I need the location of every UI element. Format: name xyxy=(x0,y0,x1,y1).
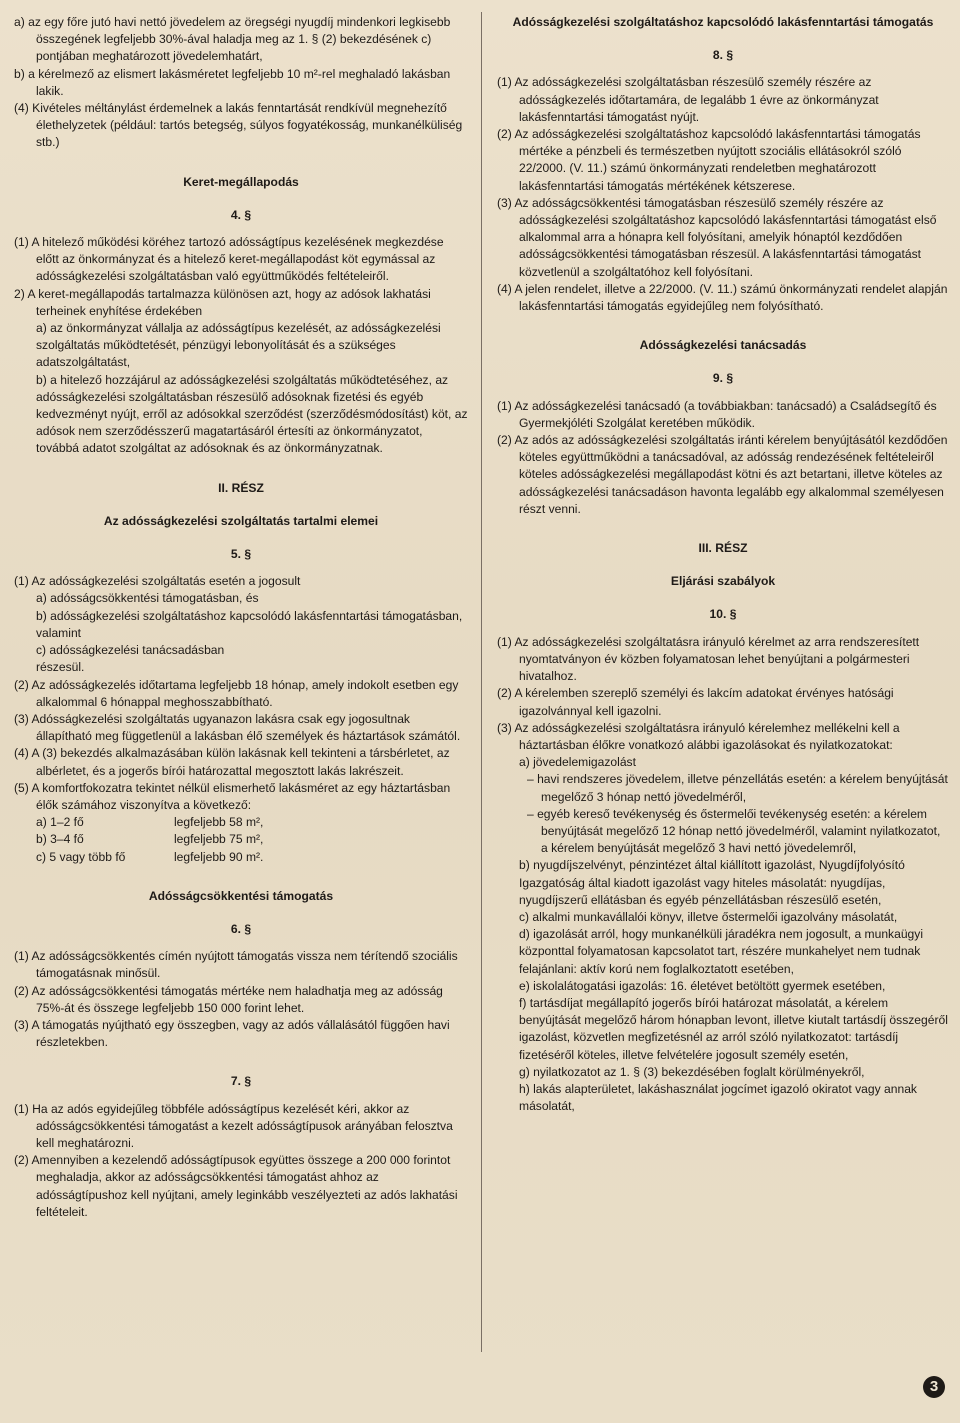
spacer xyxy=(14,1091,468,1101)
paragraph: h) lakás alapterületet, lakáshasználat jogcímet igazoló okiratot vagy annak másolatát, xyxy=(519,1081,917,1114)
spacer xyxy=(14,563,468,573)
paragraph: b) a kérelmező az elismert lakásméretet legfeljebb 10 m²-rel meghaladó lakásban lakik. xyxy=(14,66,451,98)
spacer xyxy=(497,518,949,540)
paragraph: (4) Kivételes méltánylást érdemelnek a lakás fenntartását rendkívül megnehezítő élethelyzetek (például: tartós betegség, súlyos fogyatékosság, munkanélküliség stb.) xyxy=(14,101,463,150)
spacer xyxy=(497,64,949,74)
section-heading: 5. § xyxy=(230,547,252,562)
paragraph: (1) Az adósságkezelési szolgáltatás esetén a jogosult xyxy=(14,574,301,589)
section-heading: Adósságkezelési szolgáltatáshoz kapcsolódó lakásfenntartási támogatás xyxy=(512,15,934,29)
paragraph: c) adósságkezelési tanácsadásban xyxy=(36,643,225,658)
household-size: b) 3–4 fő xyxy=(36,832,84,847)
spacer xyxy=(14,1051,468,1073)
paragraph: (1) Ha az adós egyidejűleg többféle adósságtípus kezelését kéri, akkor az adósságcsökkentési támogatást a kezelt adósságtípusok arányában felosztva kell meghatározni. xyxy=(14,1101,453,1150)
paragraph: c) alkalmi munkavállalói könyv, illetve őstermelői igazolvány másolatát, xyxy=(519,909,898,924)
paragraph: (1) Az adósságkezelési tanácsadó (a továbbiakban: tanácsadó) a Családsegítő és Gyermekjóléti Szolgálat keretében működik. xyxy=(497,398,937,430)
section-heading: Adósságcsökkentési támogatás xyxy=(148,888,334,903)
spacer xyxy=(14,938,468,948)
paragraph: (2) Az adósságkezelés időtartama legfeljebb 18 hónap, amely indokolt esetben egy alkalommal 6 hónappal meghosszabbítható. xyxy=(14,677,459,709)
spacer xyxy=(497,624,949,634)
paragraph: 2) A keret-megállapodás tartalmazza különösen azt, hogy az adósok lakhatási terheinek enyhítése érdekében xyxy=(14,286,431,318)
paragraph: (3) A támogatás nyújtható egy összegben, vagy az adós vállalásától függően havi részletekben. xyxy=(14,1017,450,1050)
paragraph: f) tartásdíjat megállapító jogerős bírói határozat másolatát, a kérelem benyújtását megelőző három hónapban levont, illetve kiutalt tartásdíj összegéről igazolást, közvetlen megfizetésnél az arról szóló nyilatkozatot: tartásdíj fizetéséről köteles, illetve felvételére jogosult személy esetén, xyxy=(519,995,948,1062)
paragraph: (4) A jelen rendelet, illetve a 22/2000. (V. 11.) számú önkormányzati rendelet alapján lakásfenntartási támogatás egyidejűleg nem folyósítható. xyxy=(497,281,948,314)
section-heading: 9. § xyxy=(712,371,734,386)
paragraph: (2) Az adósságcsökkentési támogatás mértéke nem haladhatja meg az adósság 75%-át és összege legfeljebb 150 000 forint lehet. xyxy=(14,983,443,1015)
right-column xyxy=(497,14,949,1115)
spacer xyxy=(497,557,949,573)
paragraph: e) iskolalátogatási igazolás: 16. életévet betöltött gyermek esetében, xyxy=(519,978,886,993)
max-floor-area: legfeljebb 75 m², xyxy=(174,832,264,847)
max-floor-area: legfeljebb 90 m². xyxy=(174,849,264,864)
paragraph: b) adósságkezelési szolgáltatáshoz kapcsolódó lakásfenntartási támogatásban, valamint xyxy=(36,608,463,640)
section-heading: III. RÉSZ xyxy=(698,541,748,556)
section-heading: Eljárási szabályok xyxy=(670,574,776,589)
spacer xyxy=(497,315,949,337)
section-heading: 8. § xyxy=(712,48,734,63)
section-heading: Keret-megállapodás xyxy=(183,174,299,189)
spacer xyxy=(14,866,468,888)
paragraph: a) az egy főre jutó havi nettó jövedelem az öregségi nyugdíj mindenkori legkisebb összegének legfeljebb 30%-ával haladja meg az 1. § (2) bekezdésének c) pontjában meghatározott jövedelemhatárt, xyxy=(14,15,451,64)
paragraph: a) jövedelemigazolást xyxy=(519,755,636,770)
paragraph: (3) Az adósságcsökkentési támogatásban részesülő személy részére az adósságkezelési szolgáltatáshoz kapcsolódó lakásfenntartási támogatást első alkalommal arra a hónapra kell folyósítani, amelyik hónaptól kezdődően adósságcsökkentési támogatásban részesül. A lakásfenntartási támogatást közvetlenül a szolgáltatóhoz kell folyósítani. xyxy=(497,195,937,279)
spacer xyxy=(14,191,468,207)
paragraph: b) a hitelező hozzájárul az adósságkezelési szolgáltatás működtetéséhez, az adósságkezelési szolgáltatásban részesülő adósoknak fizetési és egyéb kedvezményt nyújt, erről az adósokkal szerződést (szerződésmódosítást) köt, az adósok nem szerződésszerű magatartásáról értesíti az önkormányzatot, továbbá adatot szolgáltat az adósoknak és az önkormányzatnak. xyxy=(36,372,468,456)
paragraph: b) nyugdíjszelvényt, pénzintézet által kiállított igazolást, Nyugdíjfolyósító Igazgatóság által kiadott igazolást vagy hiteles másolatát: nyugdíjas, nyugdíjszerű ellátásban és egyéb pénzellátásban részesülő esetén, xyxy=(519,858,905,907)
size-table-row xyxy=(14,831,468,848)
paragraph: (3) Az adósságkezelési szolgáltatásra irányuló kérelemhez mellékelni kell a háztartásban élőkre vonatkozó alábbi igazolásokat és nyilatkozatokat: xyxy=(497,720,900,752)
paragraph: (1) Az adósságkezelési szolgáltatásra irányuló kérelmet az arra rendszeresített nyomtatványon év közben folyamatosan lehet benyújtani a polgármesteri hivatalhoz. xyxy=(497,634,920,684)
spacer xyxy=(14,530,468,546)
spacer xyxy=(497,354,949,370)
paragraph: (1) Az adósságcsökkentés címén nyújtott támogatás vissza nem térítendő szociális támogatásnak minősül. xyxy=(14,949,458,981)
spacer xyxy=(497,590,949,606)
spacer xyxy=(497,388,949,398)
paragraph: (1) A hitelező működési köréhez tartozó adósságtípus kezelésének megkezdése előtt az önkormányzat és a hitelező keret-megállapodást köt egymással az adósságkezelési szolgáltatásban való együttműködés feltételeiről. xyxy=(14,235,444,284)
paragraph: (5) A komfortfokozatra tekintet nélkül elismerhető lakásméret az egy háztartásban élők számához viszonyítva a következő: xyxy=(14,780,451,812)
section-heading: 6. § xyxy=(230,921,252,936)
household-size: a) 1–2 fő xyxy=(36,815,84,830)
section-heading: Az adósságkezelési szolgáltatás tartalmi elemei xyxy=(103,513,379,528)
paragraph: – egyéb kereső tevékenység és őstermelői tevékenység esetén: a kérelem benyújtását megelőző 12 hónap nettó jövedelméről, valamint nyilatkozatot, a kérelem benyújtását megelőző 3 havi nettó jövedelemről, xyxy=(527,806,941,856)
paragraph: (2) Amennyiben a kezelendő adósságtípusok együttes összege a 200 000 forintot meghaladja, akkor az adósságcsökkentési támogatást ahhoz az adósságtípushoz kell nyújtani, amely leginkább veszélyezteti az adós lakhatási feltételeit. xyxy=(14,1153,458,1219)
spacer xyxy=(14,497,468,513)
section-heading: 10. § xyxy=(709,607,737,622)
paragraph: részesül. xyxy=(36,660,85,675)
paragraph: (2) Az adósságkezelési szolgáltatáshoz kapcsolódó lakásfenntartási támogatás mértéke a pénzbeli és természetben nyújtott szociális ellátásokról szóló 22/2000. (V. 11.) számú önkormányzati rendeletben meghatározott lakásfenntartási támogatás mértékének kétszerese. xyxy=(497,127,921,193)
section-heading: 4. § xyxy=(230,207,252,222)
paragraph: g) nyilatkozatot az 1. § (3) bekezdésében foglalt körülményekről, xyxy=(519,1064,865,1079)
paragraph: (3) Adósságkezelési szolgáltatás ugyanazon lakásra csak egy jogosultnak állapítható meg függetlenül a lakásban élő személyek és háztartások számától. xyxy=(14,711,461,744)
page-number: 3 xyxy=(923,1376,945,1398)
left-column xyxy=(14,14,468,1221)
paragraph: d) igazolását arról, hogy munkanélküli járadékra nem jogosult, a munkaügyi központtal folyamatosan kapcsolatot tart, részére munkahelyet nem tudnak felajánlani: aktív korú nem foglalkoztatott esetében, xyxy=(519,927,924,976)
spacer xyxy=(14,458,468,480)
max-floor-area: legfeljebb 58 m², xyxy=(174,815,264,830)
household-size: c) 5 vagy több fő xyxy=(36,849,126,864)
paragraph: (2) A kérelemben szereplő személyi és lakcím adatokat érvényes hatósági igazolvánnyal kell igazolni. xyxy=(497,686,894,718)
section-heading: Adósságkezelési tanácsadás xyxy=(639,338,807,353)
paragraph: (2) Az adós az adósságkezelési szolgáltatás iránti kérelem benyújtásától kezdődően köteles együttműködni a tanácsadóval, az adósság rendezésének feltételeiről köteles adósságkezelési megállapodást kötni és azt betartani, illetve köteles az adósságkezelési tanácsadáson havonta legalább egy alkalommal személyesen részt venni. xyxy=(497,433,948,516)
paragraph: – havi rendszeres jövedelem, illetve pénzellátás esetén: a kérelem benyújtását megelőző 3 hónap nettó jövedelméről, xyxy=(527,772,948,804)
paragraph: (1) Az adósságkezelési szolgáltatásban részesülő személy részére az adósságkezelés időtartamára, de legalább 1 évre az önkormányzat lakásfenntartási támogatást nyújt. xyxy=(497,75,879,124)
section-heading: 7. § xyxy=(230,1074,252,1089)
column-divider xyxy=(481,12,482,1352)
spacer xyxy=(14,224,468,234)
spacer xyxy=(14,152,468,174)
paragraph: a) az önkormányzat vállalja az adósságtípus kezelését, az adósságkezelési szolgáltatás működtetését, pénzügyi lebonyolítását és a szükséges adatszolgáltatást, xyxy=(36,321,441,370)
size-table-row xyxy=(14,814,468,831)
spacer xyxy=(497,31,949,47)
size-table-row xyxy=(14,849,468,866)
paragraph: a) adósságcsökkentési támogatásban, és xyxy=(36,591,259,606)
spacer xyxy=(14,905,468,921)
paragraph: (4) A (3) bekezdés alkalmazásában külön lakásnak kell tekinteni a társbérletet, az albérletet, és a jogerős bírói határozattal megosztott lakás lakrészeit. xyxy=(14,746,450,778)
section-heading: II. RÉSZ xyxy=(218,480,264,495)
